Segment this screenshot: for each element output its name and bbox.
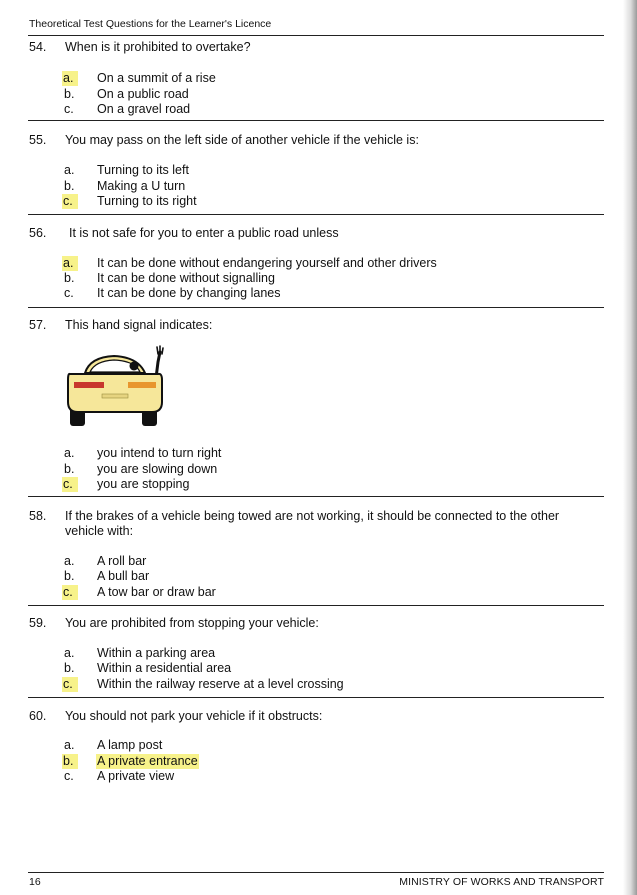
option-letter: b. bbox=[64, 179, 75, 193]
option-letter: c. bbox=[64, 769, 74, 783]
page-number: 16 bbox=[29, 876, 41, 888]
option-text: Making a U turn bbox=[97, 179, 186, 193]
option-letter: c. bbox=[62, 585, 78, 600]
option-text: Within the railway reserve at a level crossing bbox=[97, 677, 344, 691]
option-letter: a. bbox=[64, 446, 75, 460]
option-text: Turning to its left bbox=[97, 163, 189, 177]
option-letter: a. bbox=[64, 738, 75, 752]
question-number: 54. bbox=[29, 40, 47, 54]
option-text: Within a parking area bbox=[97, 646, 216, 660]
question-number: 59. bbox=[29, 616, 47, 630]
option-letter: c. bbox=[62, 194, 78, 209]
option-text: you are slowing down bbox=[97, 462, 218, 476]
option-text: Within a residential area bbox=[97, 661, 232, 675]
option-text: On a summit of a rise bbox=[97, 71, 216, 85]
option-text: It can be done by changing lanes bbox=[97, 286, 281, 300]
footer-rule bbox=[28, 872, 604, 873]
option-letter: b. bbox=[64, 569, 75, 583]
section-rule bbox=[28, 697, 604, 698]
footer-organization: MINISTRY OF WORKS AND TRANSPORT bbox=[399, 876, 604, 888]
option-text: A private view bbox=[97, 769, 175, 783]
page-header: Theoretical Test Questions for the Learner's Licence bbox=[29, 18, 272, 30]
option-letter: a. bbox=[62, 71, 78, 86]
option-letter: a. bbox=[64, 554, 75, 568]
question-text: You are prohibited from stopping your vehicle: bbox=[65, 616, 319, 630]
question-number: 56. bbox=[29, 226, 47, 240]
section-rule bbox=[28, 605, 604, 606]
option-text: you are stopping bbox=[97, 477, 190, 491]
car-hand-signal-icon bbox=[60, 344, 172, 428]
question-text: When is it prohibited to overtake? bbox=[65, 40, 251, 54]
question-number: 60. bbox=[29, 709, 47, 723]
section-rule bbox=[28, 307, 604, 308]
option-text: On a gravel road bbox=[97, 102, 191, 116]
question-number: 58. bbox=[29, 509, 47, 523]
option-text: A roll bar bbox=[97, 554, 147, 568]
option-letter: a. bbox=[64, 646, 75, 660]
question-text: It is not safe for you to enter a public road unless bbox=[69, 226, 339, 240]
option-text: On a public road bbox=[97, 87, 189, 101]
option-letter: b. bbox=[64, 271, 75, 285]
option-text: A tow bar or draw bar bbox=[97, 585, 216, 599]
section-rule bbox=[28, 120, 604, 121]
question-number: 57. bbox=[29, 318, 47, 332]
option-letter: a. bbox=[64, 163, 75, 177]
option-text: It can be done without signalling bbox=[97, 271, 275, 285]
question-text: You should not park your vehicle if it obstructs: bbox=[65, 709, 323, 723]
option-text: A lamp post bbox=[97, 738, 163, 752]
option-letter: c. bbox=[62, 677, 78, 692]
option-letter: c. bbox=[62, 477, 78, 492]
option-letter: c. bbox=[64, 102, 74, 116]
option-letter: c. bbox=[64, 286, 74, 300]
section-rule bbox=[28, 214, 604, 215]
option-text: A private entrance bbox=[97, 754, 198, 768]
question-text: If the brakes of a vehicle being towed are not working, it should be connected to the other vehicle with: bbox=[65, 509, 560, 538]
option-text: Turning to its right bbox=[97, 194, 197, 208]
option-text: It can be done without endangering yourself and other drivers bbox=[97, 256, 437, 270]
option-letter: a. bbox=[62, 256, 78, 271]
option-letter: b. bbox=[64, 462, 75, 476]
option-letter: b. bbox=[64, 87, 75, 101]
question-number: 55. bbox=[29, 133, 47, 147]
question-text: You may pass on the left side of another vehicle if the vehicle is: bbox=[65, 133, 419, 147]
option-letter: b. bbox=[64, 661, 75, 675]
option-text: you intend to turn right bbox=[97, 446, 222, 460]
page-edge-shadow bbox=[623, 0, 637, 895]
option-letter: b. bbox=[62, 754, 78, 769]
section-rule bbox=[28, 496, 604, 497]
option-text: A bull bar bbox=[97, 569, 150, 583]
header-rule bbox=[28, 35, 604, 36]
question-text: This hand signal indicates: bbox=[65, 318, 213, 332]
